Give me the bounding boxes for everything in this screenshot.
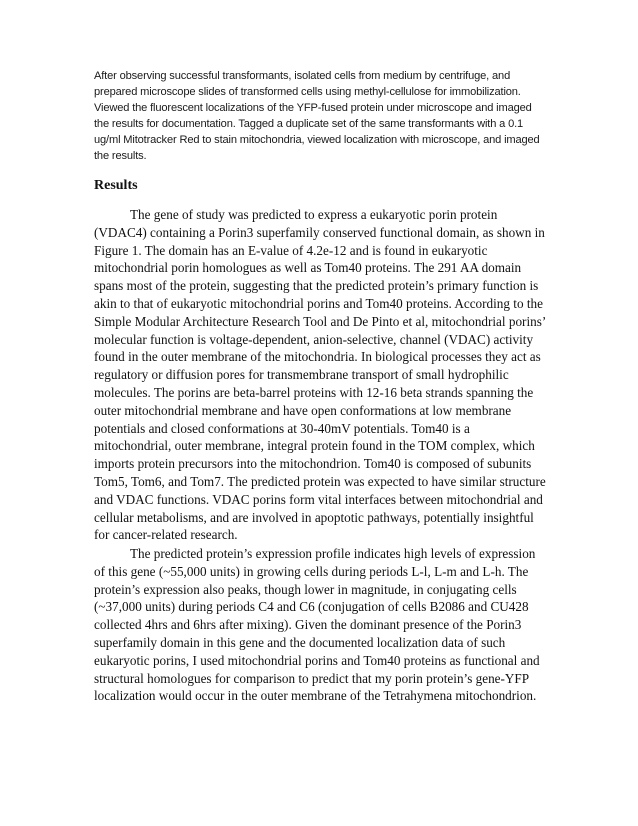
methods-paragraph: After observing successful transformants, isolated cells from medium by centrifuge, and prepared microscope slides of transformed cells using methyl-cellulose for immobilization. Viewed the fluorescent localizations of the YFP-fused protein under microscope and imaged the results for documentation. Tagged a duplicate set of the same transformants with a 0.1 ug/ml Mitotracker Red to stain mitochondria, viewed localization with microscope, and imaged the results. xyxy=(94,70,540,162)
results-paragraph-1: The gene of study was predicted to express a eukaryotic porin protein (VDAC4) containing a Porin3 superfamily conserved functional domain, as shown in Figure 1. The domain has an E-value of 4.2e-12 and is found in eukaryotic mitochondrial porin homologues as well as Tom40 proteins. The 291 AA domain spans most of the protein, suggesting that the predicted protein’s primary function is akin to that of eukaryotic mitochondrial porins and Tom40 proteins. According to the Simple Modular Architecture Research Tool and De Pinto et al, mitochondrial porins’ molecular function is voltage-dependent, anion-selective, channel (VDAC) activity found in the outer membrane of the mitochondria. In biological processes they act as regulatory or diffusion pores for transmembrane transport of small hydrophilic molecules. The porins are beta-barrel proteins with 12-16 beta strands spanning the outer mitochondrial membrane and have open conformations at low membrane potentials and closed conformations at 30-40mV potentials. Tom40 is a mitochondrial, outer membrane, integral protein found in the TOM complex, which imports protein precursors into the mitochondrion. Tom40 is composed of subunits Tom5, Tom6, and Tom7. The predicted protein was expected to have similar structure and VDAC functions. VDAC porins form vital interfaces between mitochondrial and cellular metabolisms, and are involved in apoptotic pathways, potentially insightful for cancer-related research. xyxy=(94,207,546,543)
results-heading: Results xyxy=(94,178,138,193)
results-paragraph-2: The predicted protein’s expression profile indicates high levels of expression of this gene (~55,000 units) in growing cells during periods L-l, L-m and L-h. The protein’s expression also peaks, though lower in magnitude, in conjugating cells (~37,000 units) during periods C4 and C6 (conjugation of cells B2086 and CU428 collected 4hrs and 6hrs after mixing). Given the dominant presence of the Porin3 superfamily domain in this gene and the documented localization data of such eukaryotic porins, I used mitochondrial porins and Tom40 proteins as functional and structural homologues for comparison to predict that my porin protein’s gene-YFP localization would occur in the outer membrane of the Tetrahymena mitochondrion. xyxy=(94,546,540,704)
